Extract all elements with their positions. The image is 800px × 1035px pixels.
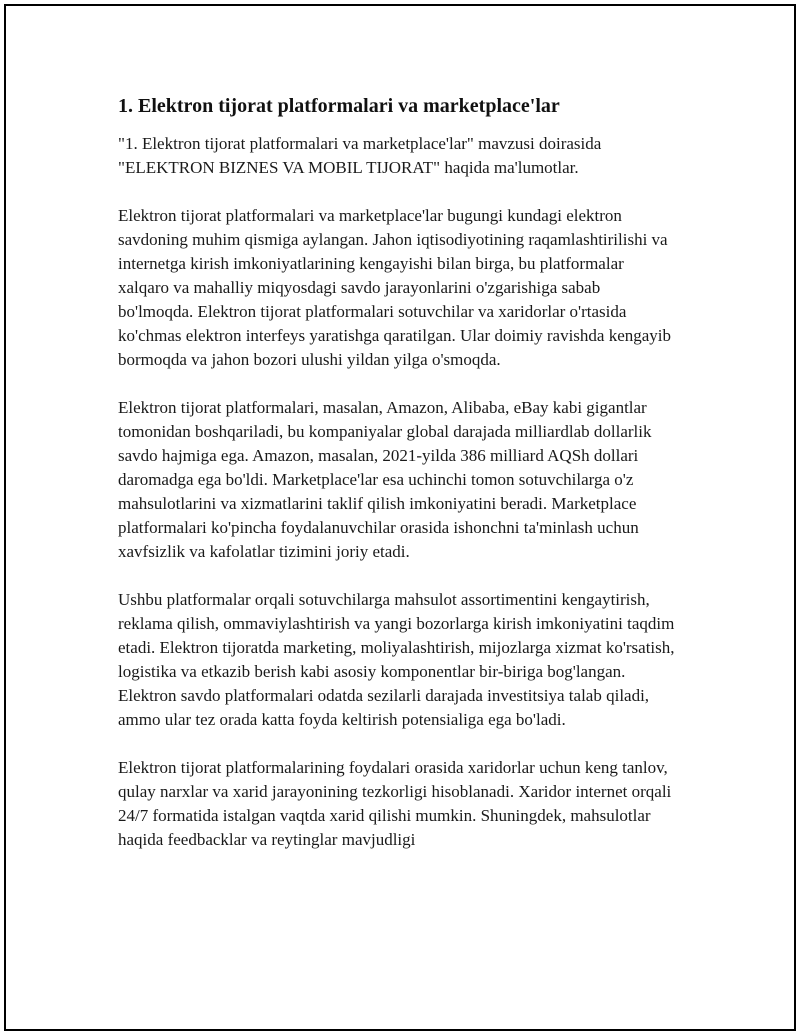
- paragraph-seller-benefits: Ushbu platformalar orqali sotuvchilarga mahsulot assortimentini kengaytirish, reklama qilish, ommaviylashtirish va yangi bozorlarga kirish imkoniyatini taqdim etadi. Elektron tijoratda marketing, moliyalashtirish, mijozlarga xizmat ko'rsatish, logistika va etkazib berish kabi asosiy komponentlar bir-biriga bog'langan. Elektron savdo platformalari odatda sezilarli darajada investitsiya talab qiladi, ammo ular tez orada katta foyda keltirish potensialiga ega bo'ladi.: [118, 590, 675, 729]
- paragraph-examples: Elektron tijorat platformalari, masalan, Amazon, Alibaba, eBay kabi gigantlar tomonidan boshqariladi, bu kompaniyalar global darajada milliardlab dollarlik savdo hajmiga ega. Amazon, masalan, 2021-yilda 386 milliard AQSh dollari daromadga ega bo'ldi. Marketplace'lar esa uchinchi tomon sotuvchilarga o'z mahsulotlarini va xizmatlarini taklif qilish imkoniyatini beradi. Marketplace platformalari ko'pincha foydalanuvchilar orasida ishonchni ta'minlash uchun xavfsizlik va kafolatlar tizimini joriy etadi.: [118, 398, 652, 561]
- paragraph-intro: "1. Elektron tijorat platformalari va marketplace'lar" mavzusi doirasida "ELEKTRON BIZNES VA MOBIL TIJORAT" haqida ma'lumotlar.: [118, 134, 602, 177]
- section-heading: 1. Elektron tijorat platformalari va marketplace'lar: [118, 95, 560, 117]
- document-body: [118, 92, 678, 876]
- paragraph-buyer-benefits: Elektron tijorat platformalarining foydalari orasida xaridorlar uchun keng tanlov, qulay narxlar va xarid jarayonining tezkorligi hisoblanadi. Xaridor internet orqali 24/7 formatida istalgan vaqtda xarid qilishi mumkin. Shuningdek, mahsulotlar haqida feedbacklar va reytinglar mavjudligi: [118, 758, 672, 849]
- paragraph-overview: Elektron tijorat platformalari va marketplace'lar bugungi kundagi elektron savdoning muhim qismiga aylangan. Jahon iqtisodiyotining raqamlashtirilishi va internetga kirish imkoniyatlarining kengayishi bilan birga, bu platformalar xalqaro va mahalliy miqyosdagi savdo jarayonlarini o'zgarishiga sabab bo'lmoqda. Elektron tijorat platformalari sotuvchilar va xaridorlar o'rtasida ko'chmas elektron interfeys yaratishga qaratilgan. Ular doimiy ravishda kengayib bormoqda va jahon bozori ulushi yildan yilga o'smoqda.: [118, 206, 672, 369]
